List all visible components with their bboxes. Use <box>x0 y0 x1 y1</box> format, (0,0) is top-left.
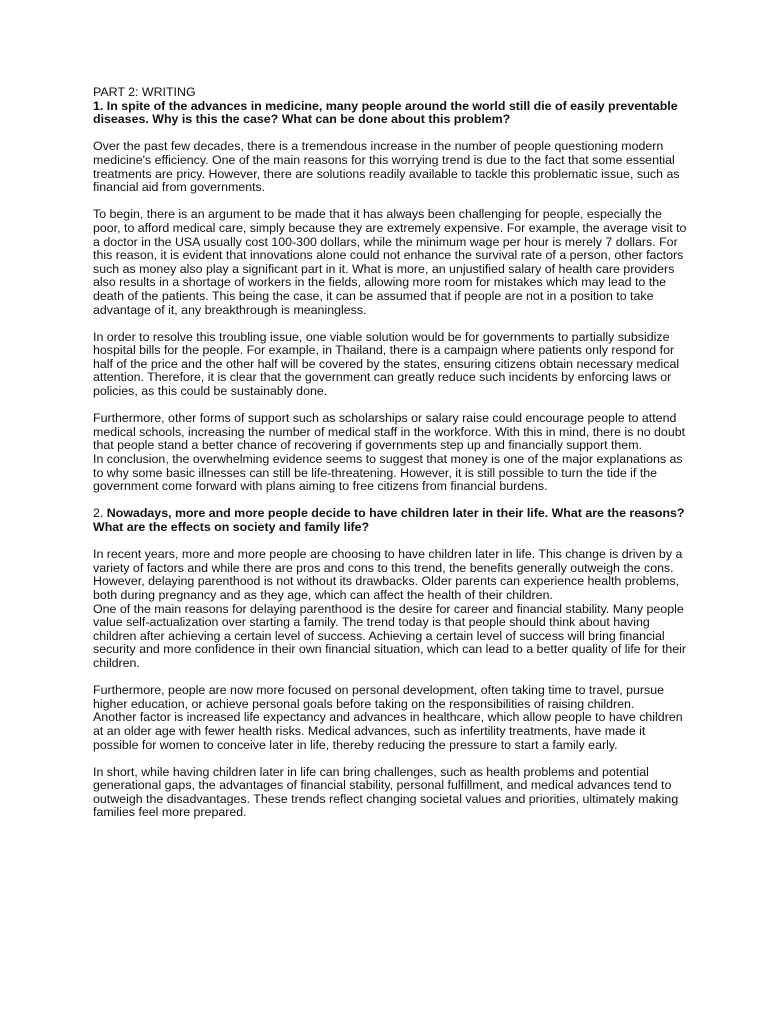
part-title: PART 2: WRITING <box>93 85 196 99</box>
question-2 <box>93 507 688 534</box>
q1-paragraph-conclusion: In conclusion, the overwhelming evidence seems to suggest that money is one of the major explanations as to why some basic illnesses can still be life-threatening. However, it is still possible to turn the tide if the government come forward with plans aiming to free citizens from financial burdens. <box>93 452 683 494</box>
q2-paragraph-intro: In recent years, more and more people are choosing to have children later in life. This change is driven by a variety of factors and while there are pros and cons to this trend, the benefits generally outweigh the cons. However, delaying parenthood is not without its drawbacks. Older parents can experience health problems, both during pregnancy and as they age, which can affect the health of their children. <box>93 547 683 602</box>
q1-paragraph-intro: Over the past few decades, there is a tremendous increase in the number of people questioning modern medicine's efficiency. One of the main reasons for this worrying trend is due to the fact that some essential treatments are pricy. However, there are solutions readily available to tackle this problematic issue, such as financial aid from governments. <box>93 139 680 195</box>
question-1-text: In spite of the advances in medicine, many people around the world still die of easily preventable diseases. Why is this the case? What can be done about this problem? <box>93 98 678 127</box>
q1-paragraph-body-2: In order to resolve this troubling issue, one viable solution would be for governments to partially subsidize hospital bills for the people. For example, in Thailand, there is a campaign where patients only respond for half of the price and the other half will be covered by the states, ensuring citizens obtain necessary medical attention. Therefore, it is clear that the government can greatly reduce such incidents by enforcing laws or policies, as this could be sustainably done. <box>93 329 680 399</box>
question-2-text: Nowadays, more and more people decide to have children later in their life. What are the reasons? What are the effects on society and family life? <box>93 506 685 534</box>
question-2-number: 2. <box>93 506 104 521</box>
q2-paragraph-body-3: Another factor is increased life expectancy and advances in healthcare, which allow people to have children at an older age with fewer health risks. Medical advances, such as infertility treatments, have made it possible for women to conceive later in life, thereby reducing the pressure to start a family early. <box>93 710 683 752</box>
q2-paragraph-conclusion: In short, while having children later in life can bring challenges, such as health problems and potential generational gaps, the advantages of financial stability, personal fulfillment, and medical advances tend to outweigh the disadvantages. These trends reflect changing societal values and priorities, ultimately making families feel more prepared. <box>93 764 679 820</box>
question-1-number: 1. <box>93 98 104 113</box>
q1-paragraph-body-3: Furthermore, other forms of support such as scholarships or salary raise could encourage people to attend medical schools, increasing the number of medical staff in the workforce. With this in mind, there is no doubt that people stand a better chance of recovering if governments step up and financially support them. <box>93 411 686 453</box>
q2-paragraph-body-2: Furthermore, people are now more focused on personal development, often taking time to travel, pursue higher education, or achieve personal goals before taking on the responsibilities of raising children. <box>93 683 664 711</box>
q2-paragraph-body-1: One of the main reasons for delaying parenthood is the desire for career and financial stability. Many people value self-actualization over starting a family. The trend today is that people should think about having children after achieving a certain level of success. Achieving a certain level of success will bring financial security and more confidence in their own financial situation, which can lead to a better quality of life for their children. <box>93 601 687 670</box>
q1-paragraph-body-1: To begin, there is an argument to be made that it has always been challenging for people, especially the poor, to afford medical care, simply because they are extremely expensive. For example, the average visit to a doctor in the USA usually cost 100-300 dollars, while the minimum wage per hour is merely 7 dollars. For this reason, it is evident that innovations alone could not enhance the survival rate of a person, other factors such as money also play a significant part in it. What is more, an unjustified salary of health care providers also results in a shortage of workers in the fields, allowing more room for mistakes which may lead to the death of the patients. This being the case, it can be assumed that if people are not in a position to take advantage of it, any breakthrough is meaningless. <box>93 207 687 317</box>
question-1 <box>93 100 688 127</box>
